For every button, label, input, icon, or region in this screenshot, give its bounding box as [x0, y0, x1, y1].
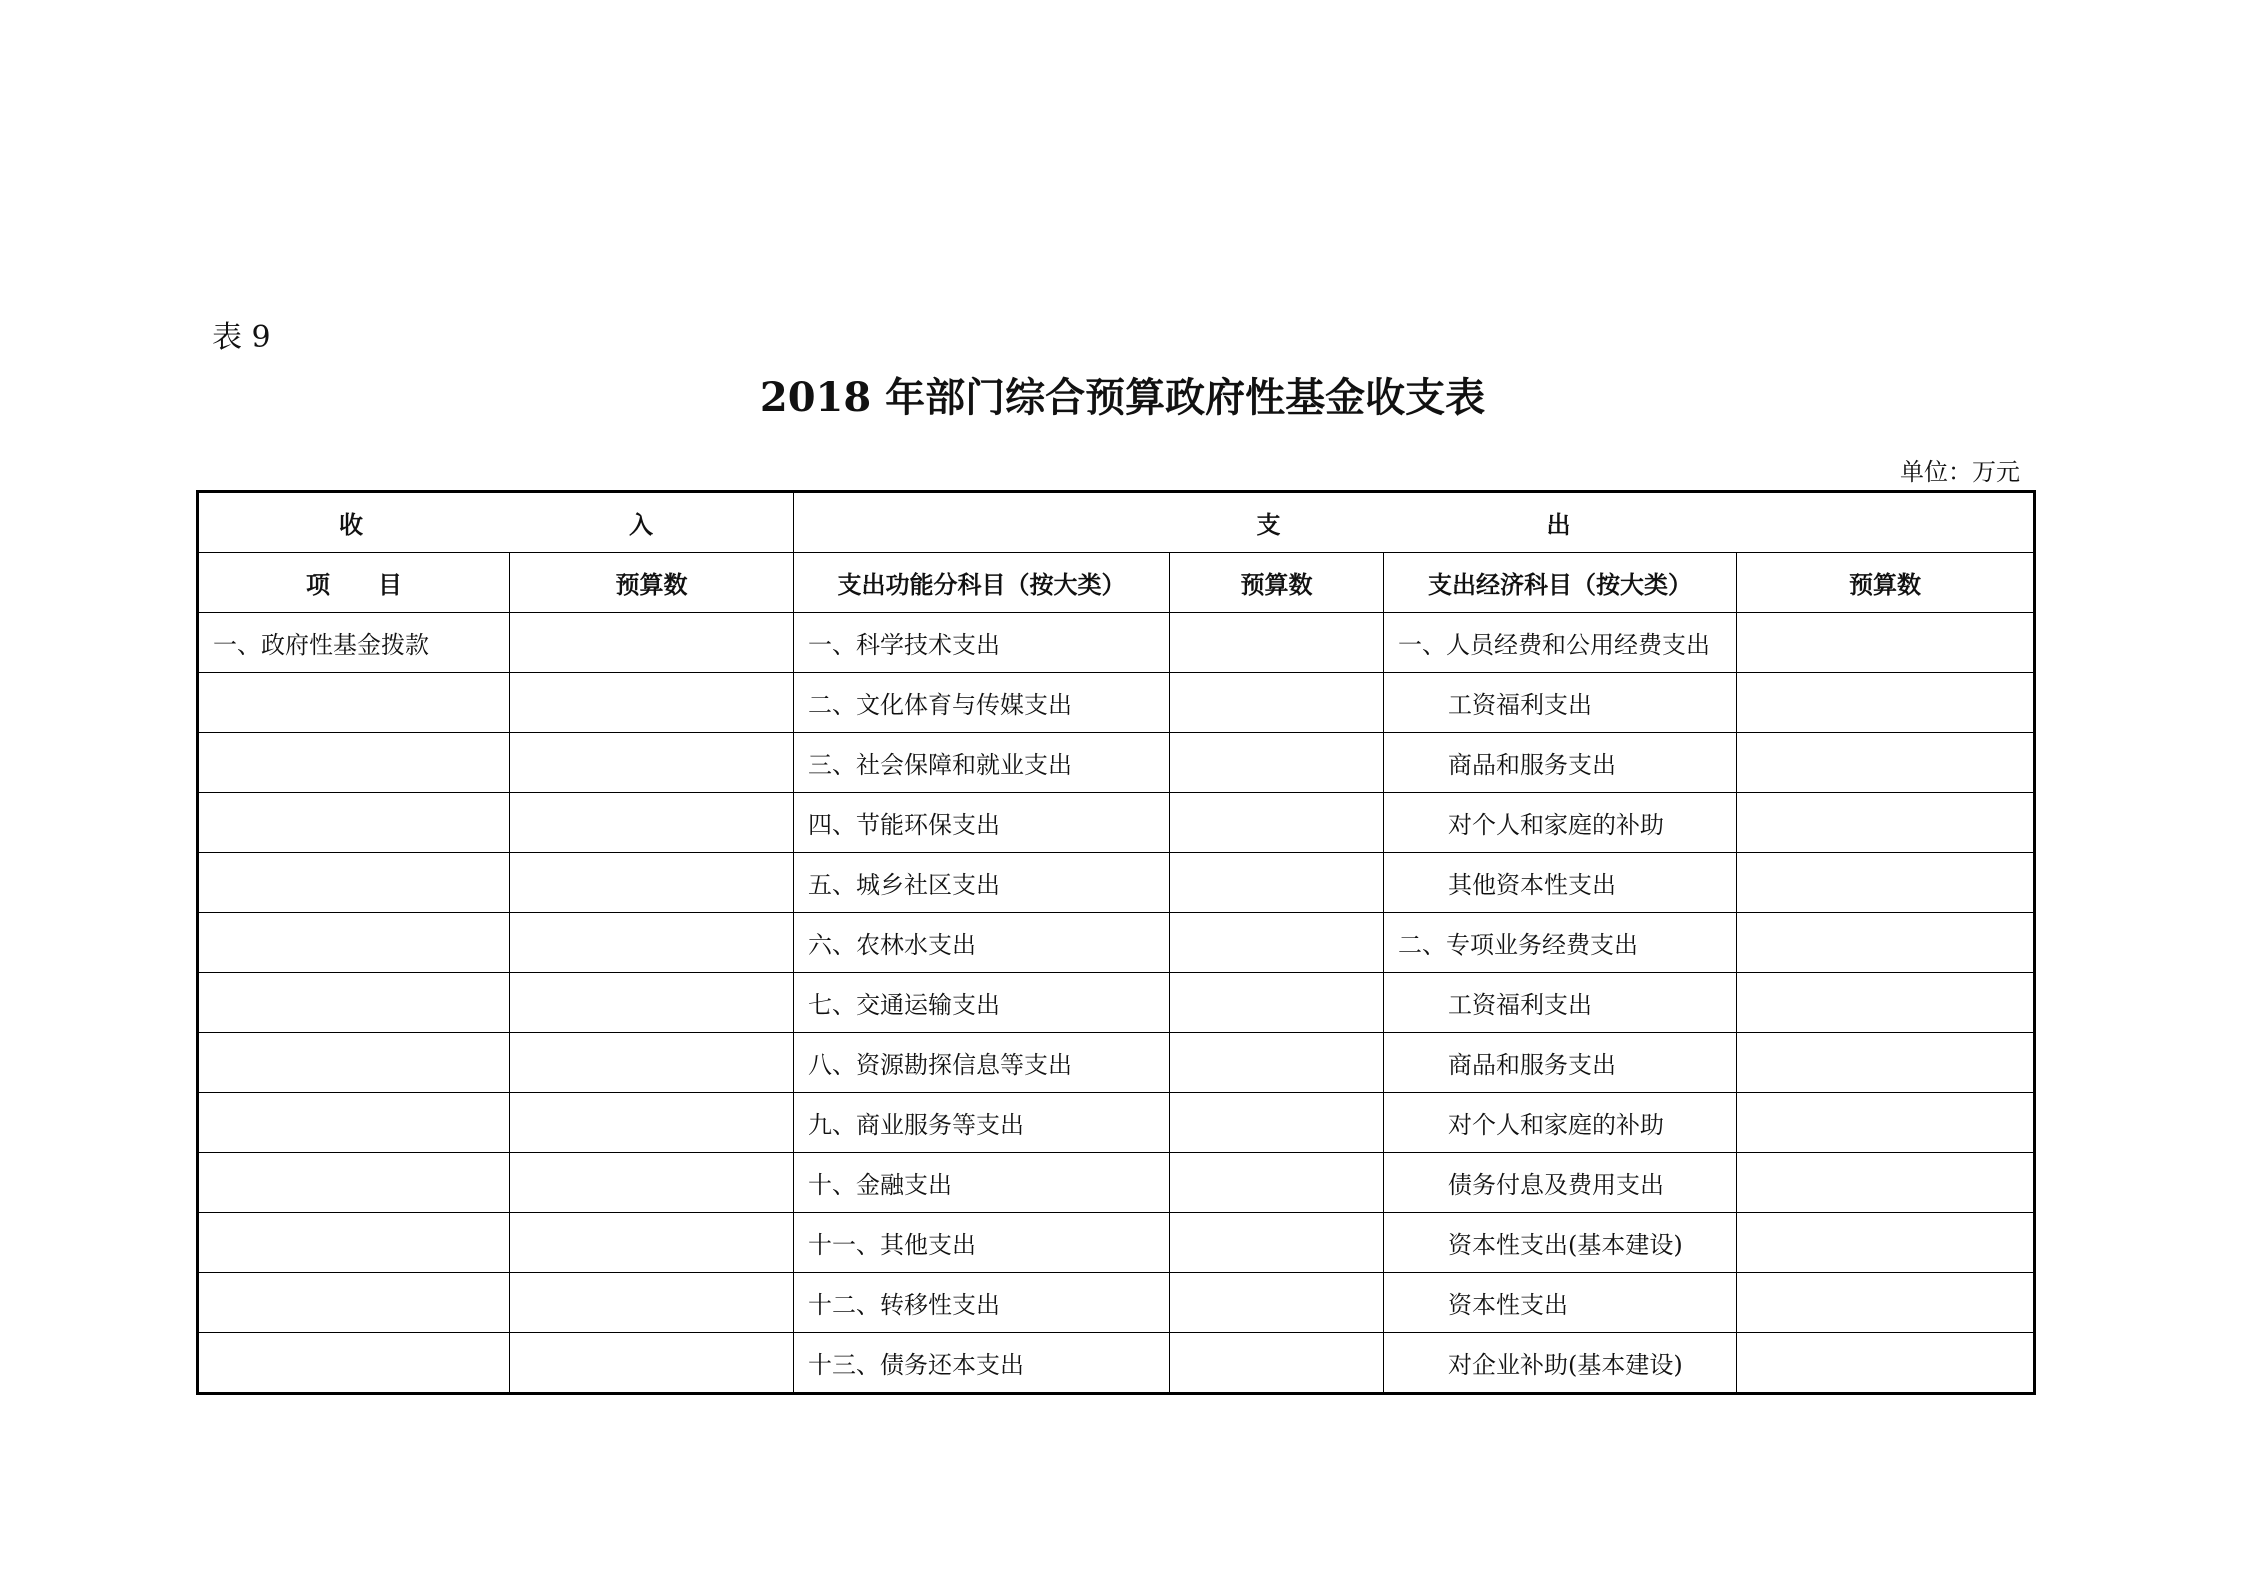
- column-header-func-amount: 预算数: [1170, 553, 1384, 613]
- economic-amount-cell: [1737, 1333, 2035, 1394]
- economic-amount-cell: [1737, 913, 2035, 973]
- function-amount-cell: [1170, 973, 1384, 1033]
- income-item-cell: [198, 1093, 510, 1153]
- function-item-cell: 十、金融支出: [794, 1153, 1170, 1213]
- function-item-cell: 二、文化体育与传媒支出: [794, 673, 1170, 733]
- income-amount-cell: [510, 973, 794, 1033]
- table-row: [198, 1093, 2035, 1153]
- economic-item-cell: 对个人和家庭的补助: [1384, 793, 1737, 853]
- table-row: [198, 793, 2035, 853]
- function-amount-cell: [1170, 1273, 1384, 1333]
- column-header-income-amount: 预算数: [510, 553, 794, 613]
- income-amount-cell: [510, 733, 794, 793]
- income-section-char-2: 入: [629, 510, 653, 539]
- function-item-cell: 七、交通运输支出: [794, 973, 1170, 1033]
- function-amount-cell: [1170, 613, 1384, 673]
- table-row: [198, 1213, 2035, 1273]
- economic-item-cell: 工资福利支出: [1384, 673, 1737, 733]
- expense-section-char-1: 支: [1256, 510, 1281, 539]
- income-amount-cell: [510, 1273, 794, 1333]
- table-row: [198, 1153, 2035, 1213]
- income-amount-cell: [510, 913, 794, 973]
- function-amount-cell: [1170, 1153, 1384, 1213]
- table-row: [198, 733, 2035, 793]
- income-amount-cell: [510, 1213, 794, 1273]
- income-amount-cell: [510, 1033, 794, 1093]
- economic-item-cell: 其他资本性支出: [1384, 853, 1737, 913]
- economic-item-cell: 对个人和家庭的补助: [1384, 1093, 1737, 1153]
- budget-table: [196, 490, 2036, 1395]
- income-item-cell: [198, 1273, 510, 1333]
- economic-item-cell: 对企业补助(基本建设): [1384, 1333, 1737, 1394]
- function-item-cell: 十二、转移性支出: [794, 1273, 1170, 1333]
- column-header-income-item: 项 目: [198, 553, 510, 613]
- income-item-cell: 一、政府性基金拨款: [198, 613, 510, 673]
- economic-item-cell: 工资福利支出: [1384, 973, 1737, 1033]
- economic-item-cell: 商品和服务支出: [1384, 1033, 1737, 1093]
- function-item-cell: 四、节能环保支出: [794, 793, 1170, 853]
- table-row: [198, 1033, 2035, 1093]
- income-amount-cell: [510, 793, 794, 853]
- income-item-cell: [198, 913, 510, 973]
- table-row: [198, 613, 2035, 673]
- economic-item-cell: 一、人员经费和公用经费支出: [1384, 613, 1737, 673]
- function-item-cell: 九、商业服务等支出: [794, 1093, 1170, 1153]
- income-item-cell: [198, 733, 510, 793]
- table-row: [198, 913, 2035, 973]
- economic-amount-cell: [1737, 1273, 2035, 1333]
- income-amount-cell: [510, 853, 794, 913]
- economic-amount-cell: [1737, 973, 2035, 1033]
- economic-amount-cell: [1737, 1153, 2035, 1213]
- economic-amount-cell: [1737, 733, 2035, 793]
- income-item-cell: [198, 793, 510, 853]
- income-amount-cell: [510, 613, 794, 673]
- economic-amount-cell: [1737, 1093, 2035, 1153]
- function-amount-cell: [1170, 1213, 1384, 1273]
- column-header-econ-item: 支出经济科目（按大类）: [1384, 553, 1737, 613]
- table-label: 表 9: [212, 320, 271, 355]
- income-amount-cell: [510, 1153, 794, 1213]
- column-header-func-item: 支出功能分科目（按大类）: [794, 553, 1170, 613]
- economic-amount-cell: [1737, 673, 2035, 733]
- income-item-cell: [198, 1333, 510, 1394]
- income-section-header: [198, 492, 794, 553]
- economic-item-cell: 资本性支出: [1384, 1273, 1737, 1333]
- column-header-row: [198, 553, 2035, 613]
- income-amount-cell: [510, 1093, 794, 1153]
- income-item-cell: [198, 853, 510, 913]
- table-row: [198, 1333, 2035, 1394]
- function-amount-cell: [1170, 853, 1384, 913]
- income-item-cell: [198, 1213, 510, 1273]
- table-row: [198, 1273, 2035, 1333]
- function-item-cell: 八、资源勘探信息等支出: [794, 1033, 1170, 1093]
- income-item-cell: [198, 1153, 510, 1213]
- income-item-cell: [198, 673, 510, 733]
- function-amount-cell: [1170, 1333, 1384, 1394]
- expense-section-header: [794, 492, 2035, 553]
- function-amount-cell: [1170, 1093, 1384, 1153]
- function-amount-cell: [1170, 1033, 1384, 1093]
- income-item-cell: [198, 973, 510, 1033]
- function-item-cell: 五、城乡社区支出: [794, 853, 1170, 913]
- table-row: [198, 673, 2035, 733]
- economic-amount-cell: [1737, 1213, 2035, 1273]
- expense-section-char-2: 出: [1546, 510, 1571, 539]
- economic-amount-cell: [1737, 1033, 2035, 1093]
- table-row: [198, 973, 2035, 1033]
- economic-item-cell: 资本性支出(基本建设): [1384, 1213, 1737, 1273]
- section-header-row: [198, 492, 2035, 553]
- economic-amount-cell: [1737, 853, 2035, 913]
- function-item-cell: 十一、其他支出: [794, 1213, 1170, 1273]
- economic-item-cell: 债务付息及费用支出: [1384, 1153, 1737, 1213]
- economic-amount-cell: [1737, 613, 2035, 673]
- economic-item-cell: 二、专项业务经费支出: [1384, 913, 1737, 973]
- function-item-cell: 三、社会保障和就业支出: [794, 733, 1170, 793]
- function-amount-cell: [1170, 733, 1384, 793]
- income-item-cell: [198, 1033, 510, 1093]
- function-item-cell: 六、农林水支出: [794, 913, 1170, 973]
- table-row: [198, 853, 2035, 913]
- function-amount-cell: [1170, 793, 1384, 853]
- economic-amount-cell: [1737, 793, 2035, 853]
- income-amount-cell: [510, 673, 794, 733]
- income-amount-cell: [510, 1333, 794, 1394]
- income-section-char-1: 收: [339, 510, 363, 539]
- unit-label: 单位：万元: [1900, 458, 2020, 486]
- function-amount-cell: [1170, 913, 1384, 973]
- function-amount-cell: [1170, 673, 1384, 733]
- column-header-econ-amount: 预算数: [1737, 553, 2035, 613]
- economic-item-cell: 商品和服务支出: [1384, 733, 1737, 793]
- document-title: 2018 年部门综合预算政府性基金收支表: [759, 374, 1486, 421]
- function-item-cell: 十三、债务还本支出: [794, 1333, 1170, 1394]
- function-item-cell: 一、科学技术支出: [794, 613, 1170, 673]
